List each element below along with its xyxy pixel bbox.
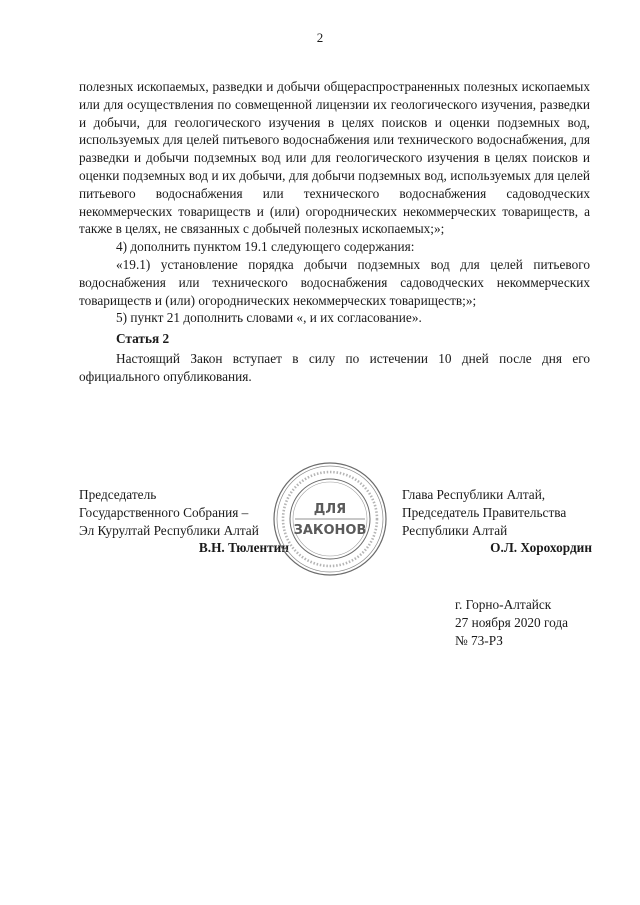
paragraph-item-19-1: «19.1) установление порядка добычи подземных вод для целей питьевого водоснабжения или технического водоснабжения садоводческих некоммерческих товариществ и (или) огороднических некоммерческих товариществ;»; xyxy=(79,256,590,308)
article-heading: Статья 2 xyxy=(116,331,170,347)
seal-text-line-1: ДЛЯ xyxy=(313,502,347,517)
signature-right-title-3: Республики Алтай xyxy=(402,522,508,538)
signature-left xyxy=(79,486,289,557)
signature-left-title-2: Государственного Собрания – xyxy=(79,504,249,520)
place-date-block xyxy=(455,596,568,649)
document-body xyxy=(79,78,590,386)
law-number: № 73-РЗ xyxy=(455,632,503,648)
signature-left-title-1: Председатель xyxy=(79,487,157,502)
law-date: 27 ноября 2020 года xyxy=(455,614,569,630)
seal-text-line-2: ЗАКОНОВ xyxy=(293,523,367,538)
signature-left-name: В.Н. Тюлентин xyxy=(198,540,289,556)
signature-right-title-2: Председатель Правительства xyxy=(402,504,567,520)
signature-right xyxy=(402,486,592,557)
city: г. Горно-Алтайск xyxy=(455,597,552,612)
paragraph-effective: Настоящий Закон вступает в силу по истечении 10 дней после дня его официального опубликования. xyxy=(79,350,590,384)
paragraph-item-5: 5) пункт 21 дополнить словами «, и их согласование». xyxy=(116,310,422,326)
official-seal xyxy=(271,460,389,578)
signature-right-name: О.Л. Хорохордин xyxy=(490,540,592,556)
page-number: 2 xyxy=(316,30,324,45)
paragraph-item-4: 4) дополнить пунктом 19.1 следующего содержания: xyxy=(116,239,415,255)
signature-left-title-3: Эл Курултай Республики Алтай xyxy=(79,522,259,538)
paragraph-continuation: полезных ископаемых, разведки и добычи общераспространенных полезных ископаемых или для осуществления по совмещенной лицензии их геологического изучения, разведки и добычи, для геологического изучения в целях поисков и оценки подземных вод, используемых для целей питьевого водоснабжения или технического водоснабжения, для разведки и добычи подземных вод или для геологического изучения в целях поисков и оценки подземных вод и их добычи, для добычи подземных вод, используемых для целей питьевого водоснабжения или технического водоснабжения садоводческих некоммерческих товариществ и (или) огороднических некоммерческих товариществ, а также в целях, не связанных с добычей полезных ископаемых;»; xyxy=(79,79,590,237)
signature-right-title-1: Глава Республики Алтай, xyxy=(402,487,546,502)
